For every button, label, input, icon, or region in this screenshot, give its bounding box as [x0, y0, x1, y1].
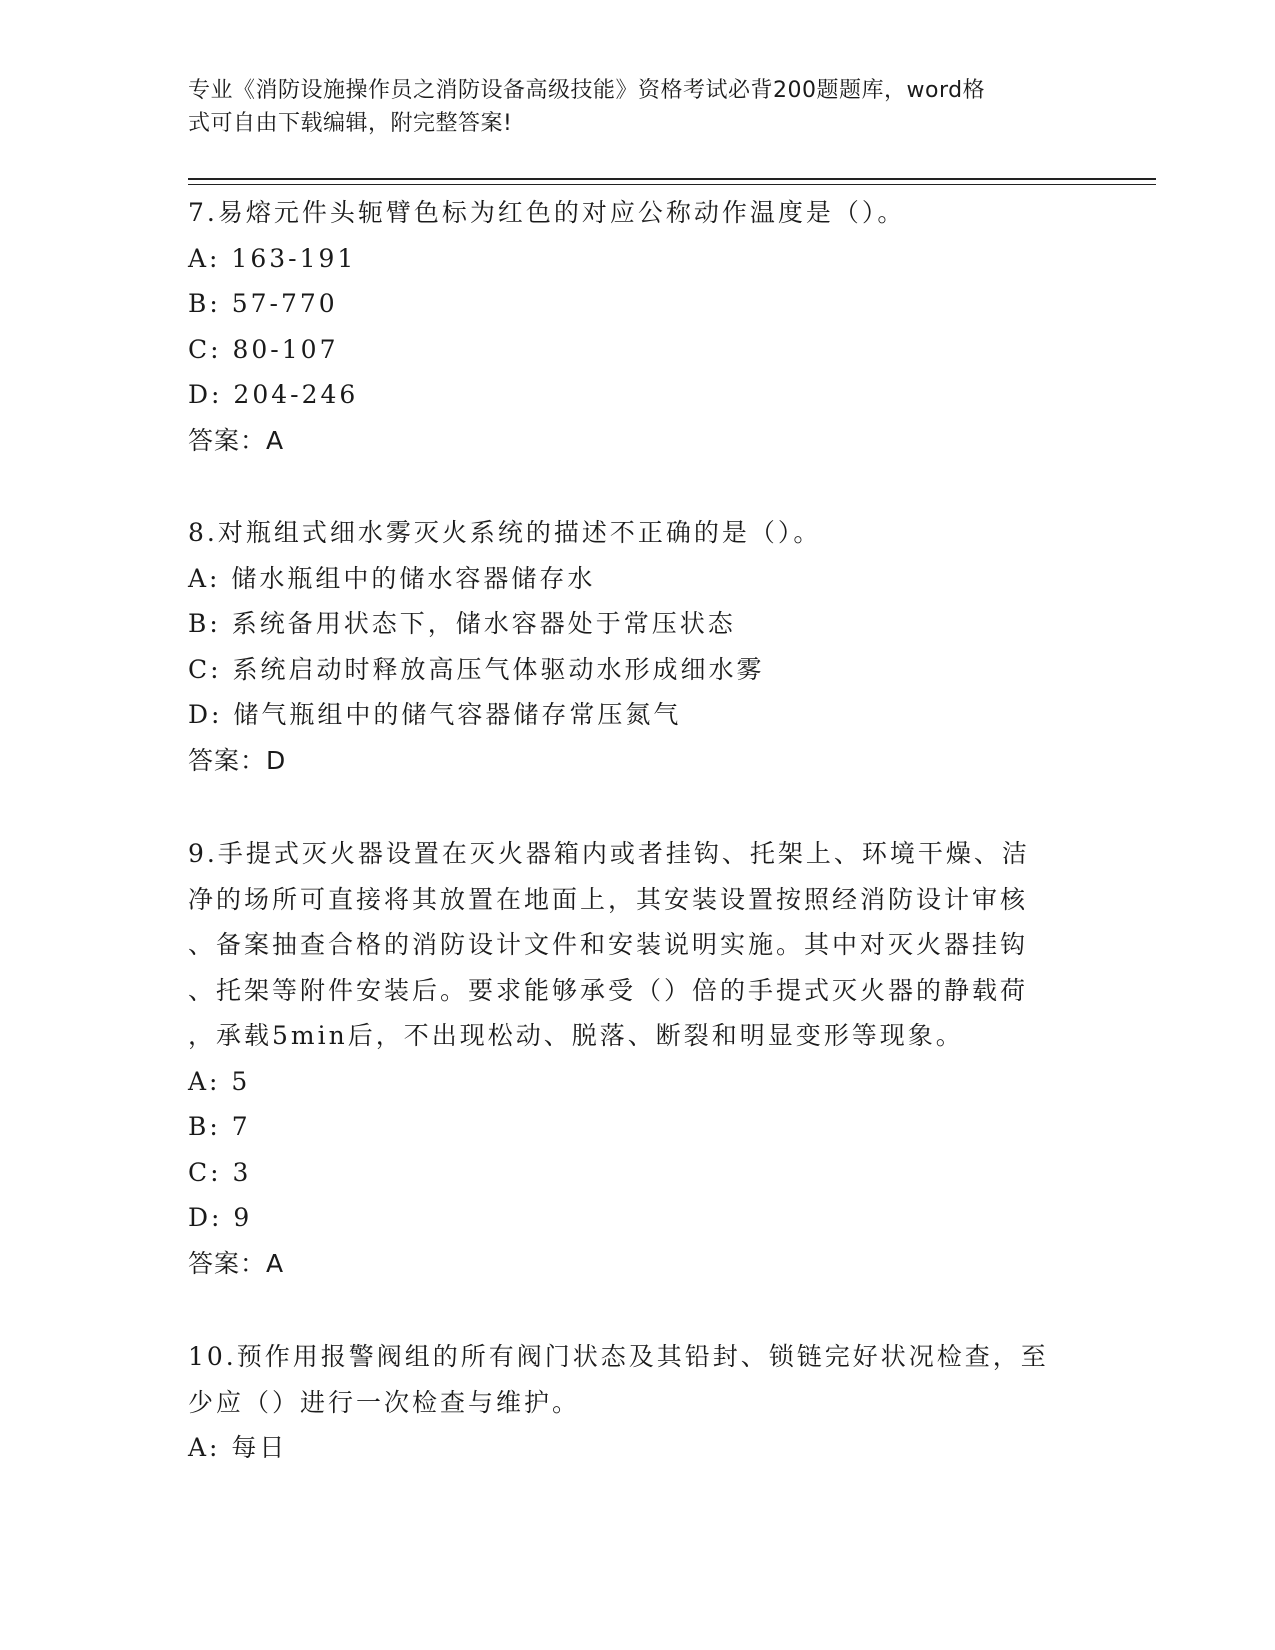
- option-a: A: 163-191: [188, 243, 357, 273]
- answer-line: 答案：A: [188, 425, 285, 455]
- question-text-line: [188, 1334, 1068, 1380]
- option-a: A: 每日: [188, 1433, 288, 1462]
- option-b: B: 系统备用状态下，储水容器处于常压状态: [188, 609, 736, 638]
- option-c: C: 80-107: [188, 334, 339, 364]
- option-c: C: 3: [188, 1157, 252, 1187]
- option-c: C: 系统启动时释放高压气体驱动水形成细水雾: [188, 654, 765, 684]
- question-text-segment: 预作用报警阀组的所有阀门状态及其铅封、锁链完好状况检查，至: [236, 1342, 1049, 1371]
- header-line-2: 式可自由下载编辑，附完整答案!: [188, 111, 513, 136]
- question-8: [188, 510, 1068, 783]
- question-spacer: [188, 783, 1068, 831]
- option-d: D: 204-246: [188, 380, 359, 409]
- header-line-1: 专业《消防设施操作员之消防设备高级技能》资格考试必背200题题库，word格: [188, 78, 986, 103]
- question-number: 7.: [188, 198, 218, 227]
- header-divider-thin: [188, 184, 1156, 185]
- question-number: 9.: [188, 839, 218, 868]
- question-number: 8.: [188, 518, 218, 547]
- question-text-line: ，承载5min后，不出现松动、脱落、断裂和明显变形等现象。: [188, 1021, 964, 1050]
- header-divider-thick: [188, 178, 1156, 180]
- question-9: [188, 831, 1068, 1286]
- question-text-line: 、备案抽查合格的消防设计文件和安装说明实施。其中对灭火器挂钩: [188, 930, 1029, 959]
- option-a: A: 5: [188, 1066, 251, 1096]
- question-text: [188, 190, 1068, 236]
- question-text-line: 易熔元件头轭臂色标为红色的对应公称动作温度是（）。: [217, 198, 906, 227]
- option-b: B: 57-770: [188, 289, 338, 318]
- question-list: [188, 190, 1068, 1471]
- question-text: [188, 510, 1068, 556]
- question-text-line: 净的场所可直接将其放置在地面上，其安装设置按照经消防设计审核: [188, 884, 1029, 914]
- question-10: [188, 1334, 1068, 1471]
- answer-line: 答案：A: [188, 1248, 285, 1278]
- question-text-line: 对瓶组式细水雾灭火系统的描述不正确的是（）。: [217, 518, 822, 547]
- option-b: B: 7: [188, 1112, 251, 1141]
- document-header: [188, 74, 1068, 140]
- option-a: A: 储水瓶组中的储水容器储存水: [188, 563, 596, 593]
- question-text-segment: 手提式灭火器设置在灭火器箱内或者挂钩、托架上、环境干燥、洁: [217, 839, 1030, 868]
- question-text-line: 、托架等附件安装后。要求能够承受（）倍的手提式灭火器的静载荷: [188, 975, 1029, 1005]
- question-7: [188, 190, 1068, 463]
- answer-line: 答案：D: [188, 745, 287, 775]
- question-text-line: 少应（）进行一次检查与维护。: [188, 1387, 581, 1417]
- option-d: D: 储气瓶组中的储气容器储存常压氮气: [188, 700, 682, 729]
- question-spacer: [188, 463, 1068, 510]
- question-spacer: [188, 1286, 1068, 1334]
- question-number: 10.: [188, 1342, 237, 1371]
- option-d: D: 9: [188, 1203, 253, 1232]
- question-text-line: [188, 831, 1068, 877]
